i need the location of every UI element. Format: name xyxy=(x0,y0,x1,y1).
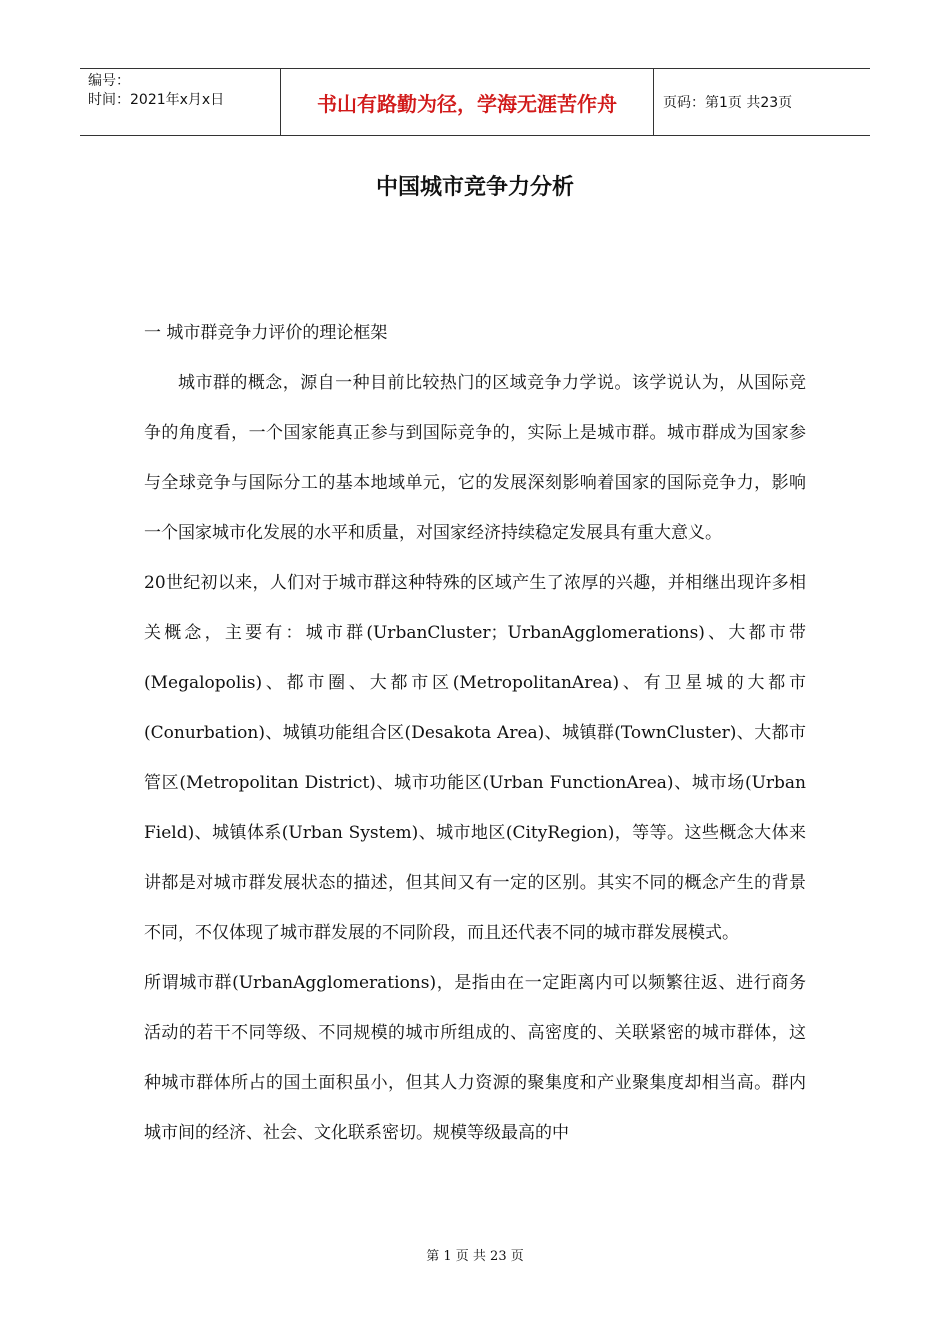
document-header xyxy=(80,68,870,136)
document-body xyxy=(144,308,806,1158)
number-label: 编号： xyxy=(88,73,130,89)
paragraph: 城市群的概念，源自一种目前比较热门的区域竞争力学说。该学说认为，从国际竞争的角度看，一个国家能真正参与到国际竞争的，实际上是城市群。城市群成为国家参与全球竞争与国际分工的基本地域单元，它的发展深刻影响着国家的国际竞争力，影响一个国家城市化发展的水平和质量，对国家经济持续稳定发展具有重大意义。 xyxy=(144,373,806,543)
header-page-info: 页码：第1页 共23页 xyxy=(663,95,793,111)
document-title: 中国城市竞争力分析 xyxy=(375,175,574,200)
time-label: 时间：2021年x月x日 xyxy=(88,92,225,108)
header-motto: 书山有路勤为径，学海无涯苦作舟 xyxy=(281,69,654,135)
paragraph: 20世纪初以来，人们对于城市群这种特殊的区域产生了浓厚的兴趣，并相继出现许多相关概念，主要有：城市群(UrbanCluster；UrbanAgglomerations)、大都市带(Megalopolis)、都市圈、大都市区(MetropolitanArea)、有卫星城的大都市(Conurbation)、城镇功能组合区(Desakota Area)、城镇群(TownCluster)、大都市管区(Metropolitan District)、城市功能区(Urban FunctionArea)、城市场(Urban Field)、城镇体系(Urban System)、城市地区(CityRegion)，等等。这些概念大体来讲都是对城市群发展状态的描述，但其间又有一定的区别。其实不同的概念产生的背景不同，不仅体现了城市群发展的不同阶段，而且还代表不同的城市群发展模式。 xyxy=(144,573,806,943)
header-meta-cell xyxy=(80,69,281,135)
section-heading: 一 城市群竞争力评价的理论框架 xyxy=(144,323,388,343)
page-footer: 第 1 页 共 23 页 xyxy=(426,1249,524,1264)
paragraph: 所谓城市群(UrbanAgglomerations)，是指由在一定距离内可以频繁往返、进行商务活动的若干不同等级、不同规模的城市所组成的、高密度的、关联紧密的城市群体，这种城市群体所占的国土面积虽小，但其人力资源的聚集度和产业聚集度却相当高。群内城市间的经济、社会、文化联系密切。规模等级最高的中 xyxy=(144,973,806,1143)
